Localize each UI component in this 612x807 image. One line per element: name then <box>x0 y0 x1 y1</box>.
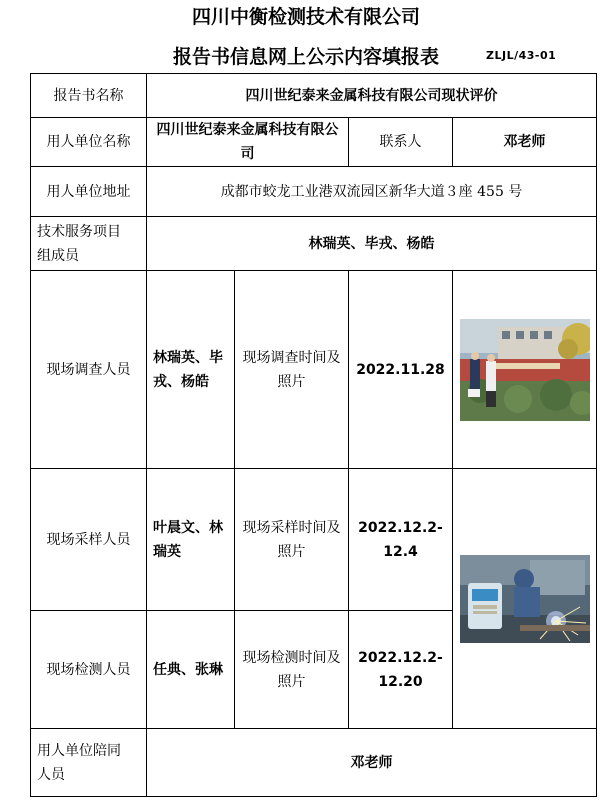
survey-photo <box>460 319 590 421</box>
welding-photo <box>460 555 590 643</box>
row-report-name <box>31 74 597 118</box>
escort-value: 邓老师 <box>147 729 597 797</box>
survey-label: 现场调查人员 <box>31 271 147 469</box>
report-name-value: 四川世纪泰来金属科技有限公司现状评价 <box>147 74 597 118</box>
row-survey <box>31 271 597 469</box>
sampling-people: 叶晨文、林瑞英 <box>147 469 235 611</box>
survey-time-label: 现场调查时间及照片 <box>235 271 349 469</box>
form-title: 报告书信息网上公示内容填报表 <box>172 46 439 68</box>
form-code: ZLJL/43-01 <box>486 49 557 62</box>
employer-label: 用人单位名称 <box>31 118 147 167</box>
escort-label-line2: 人员 <box>37 766 65 783</box>
address-value: 成都市蛟龙工业港双流园区新华大道３座 455 号 <box>147 167 597 217</box>
testing-date: 2022.12.2-12.20 <box>349 611 453 729</box>
testing-label: 现场检测人员 <box>31 611 147 729</box>
row-team <box>31 217 597 271</box>
survey-photo-cell <box>453 271 597 469</box>
report-name-label: 报告书名称 <box>31 74 147 118</box>
team-label <box>31 217 147 271</box>
row-employer <box>31 118 597 167</box>
company-title: 四川中衡检测技术有限公司 <box>191 6 420 28</box>
sampling-testing-photo-cell <box>453 469 597 729</box>
team-label-line1: 技术服务项目 <box>37 223 121 240</box>
team-value: 林瑞英、毕戎、杨皓 <box>147 217 597 271</box>
row-escort <box>31 729 597 797</box>
contact-value: 邓老师 <box>453 118 597 167</box>
address-label: 用人单位地址 <box>31 167 147 217</box>
sampling-label: 现场采样人员 <box>31 469 147 611</box>
report-info-table <box>30 73 597 797</box>
sampling-time-label: 现场采样时间及照片 <box>235 469 349 611</box>
contact-label: 联系人 <box>349 118 453 167</box>
testing-time-label: 现场检测时间及照片 <box>235 611 349 729</box>
escort-label <box>31 729 147 797</box>
sampling-date: 2022.12.2-12.4 <box>349 469 453 611</box>
row-address <box>31 167 597 217</box>
team-label-line2: 组成员 <box>37 247 79 264</box>
escort-label-line1: 用人单位陪同 <box>37 742 121 759</box>
testing-people: 任典、张琳 <box>147 611 235 729</box>
employer-value: 四川世纪泰来金属科技有限公司 <box>147 118 349 167</box>
survey-people: 林瑞英、毕戎、杨皓 <box>147 271 235 469</box>
survey-date: 2022.11.28 <box>349 271 453 469</box>
row-sampling <box>31 469 597 611</box>
